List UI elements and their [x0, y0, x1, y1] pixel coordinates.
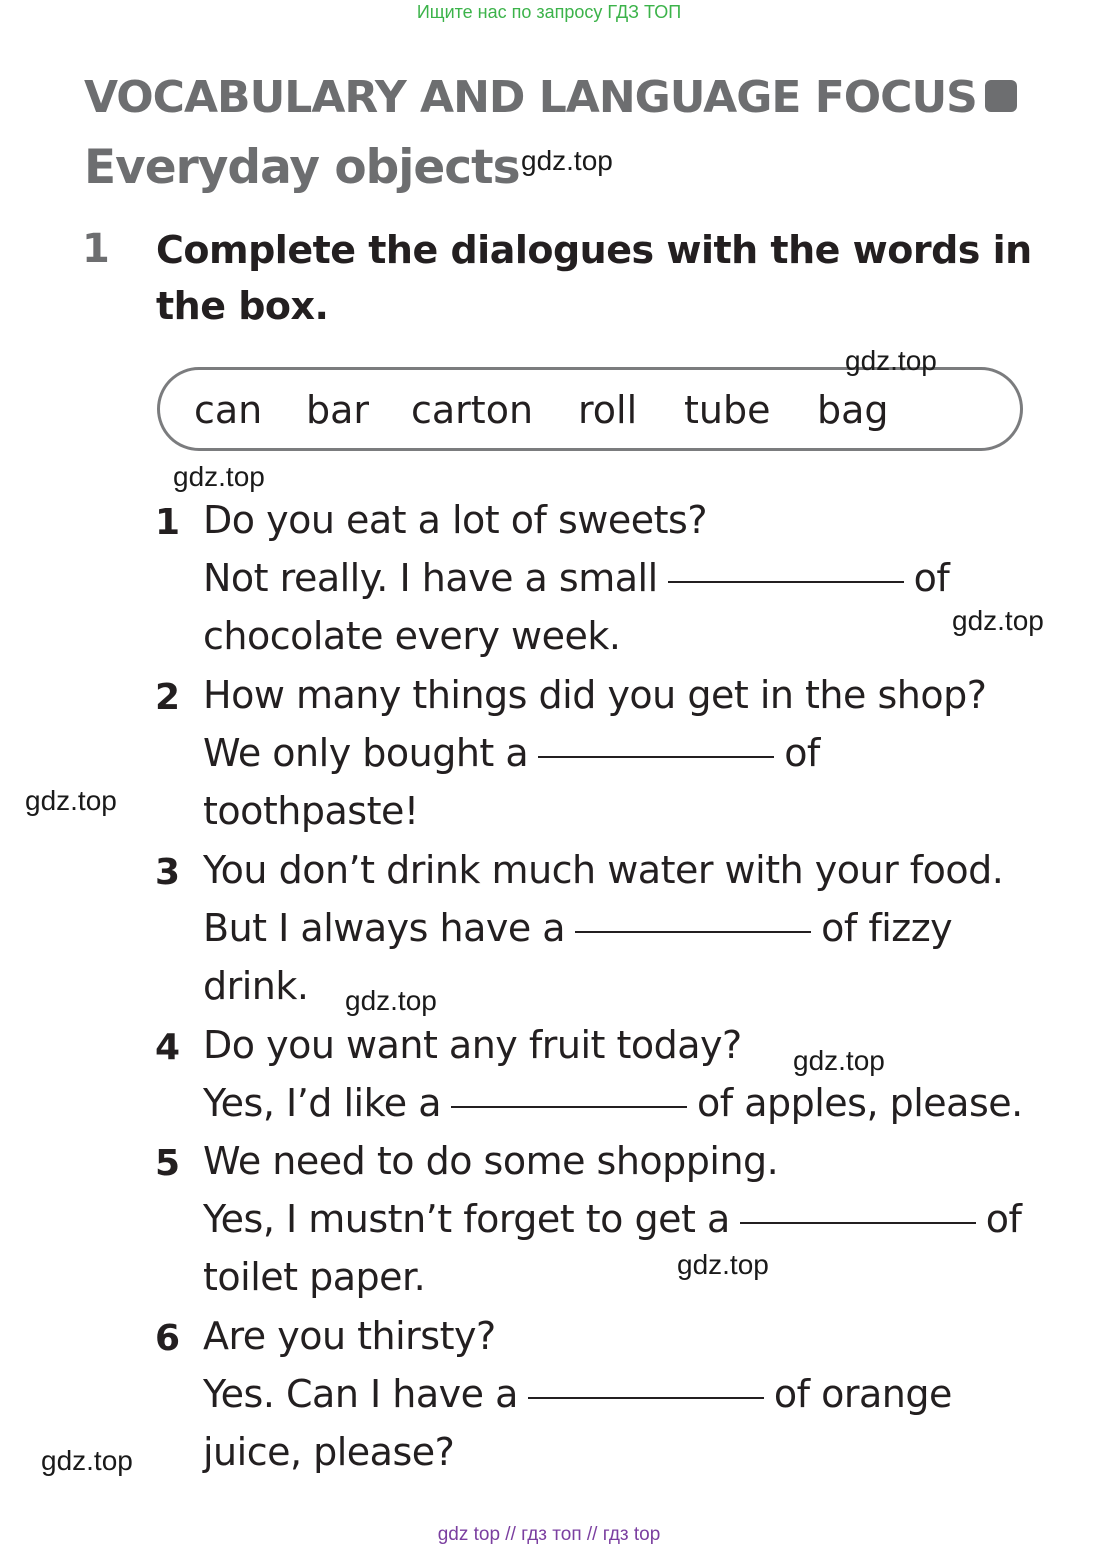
item-question: We need to do some shopping.	[203, 1139, 779, 1183]
watermark: gdz.top	[952, 605, 1044, 636]
answer-text: Yes, I’d like a	[203, 1081, 441, 1125]
watermark: gdz.top	[521, 145, 613, 176]
item-continuation: toothpaste!	[203, 789, 419, 833]
watermark: gdz.top	[25, 785, 117, 816]
instruction-line-2: the box.	[156, 284, 329, 328]
word-box-item: can	[194, 388, 263, 432]
item-question: How many things did you get in the shop?	[203, 673, 987, 717]
instruction-line-1: Complete the dialogues with the words in	[156, 228, 1032, 272]
exercise-number: 1	[82, 226, 110, 272]
item-continuation: toilet paper.	[203, 1255, 426, 1299]
answer-blank[interactable]	[528, 1397, 764, 1399]
item-number: 2	[155, 677, 181, 718]
answer-text: Not really. I have a small	[203, 556, 658, 600]
item-number: 3	[155, 852, 181, 893]
watermark: gdz.top	[345, 985, 437, 1016]
item-question: Do you want any fruit today?	[203, 1023, 742, 1067]
item-continuation: juice, please?	[203, 1430, 455, 1474]
top-banner: Ищите нас по запросу ГДЗ ТОП	[416, 2, 682, 22]
square-icon	[985, 80, 1017, 112]
item-number: 5	[155, 1143, 181, 1184]
answer-blank[interactable]	[668, 581, 904, 583]
section-title-text: VOCABULARY AND LANGUAGE FOCUS	[84, 72, 977, 123]
answer-text: of	[913, 556, 950, 600]
subtitle: Everyday objects	[84, 140, 520, 195]
item-continuation: drink.	[203, 964, 309, 1008]
answer-text: of	[784, 731, 820, 775]
answer-text: of apples, please.	[697, 1081, 1023, 1125]
answer-blank[interactable]	[575, 931, 811, 933]
item-question: Are you thirsty?	[203, 1314, 496, 1358]
watermark: gdz.top	[173, 461, 265, 492]
answer-text: We only bought a	[203, 731, 529, 775]
item-answer	[203, 556, 949, 600]
item-continuation: chocolate every week.	[203, 614, 621, 658]
word-box-item: bag	[817, 388, 889, 432]
answer-text: of fizzy	[821, 906, 953, 950]
watermark: gdz.top	[41, 1445, 133, 1476]
word-box-item: carton	[411, 388, 534, 432]
item-answer	[203, 1372, 952, 1416]
watermark: gdz.top	[793, 1045, 885, 1076]
word-box-item: roll	[578, 388, 638, 432]
answer-text: But I always have a	[203, 906, 566, 950]
item-number: 6	[155, 1318, 181, 1359]
item-answer	[203, 1197, 1021, 1241]
answer-blank[interactable]	[451, 1106, 687, 1108]
footer: gdz top // гдз топ // гдз top	[437, 1524, 661, 1545]
watermark: gdz.top	[845, 345, 937, 376]
answer-text: Yes, I mustn’t forget to get a	[203, 1197, 730, 1241]
item-answer	[203, 1081, 1023, 1125]
item-question: Do you eat a lot of sweets?	[203, 498, 707, 542]
word-box-item: tube	[684, 388, 771, 432]
answer-text: of	[985, 1197, 1022, 1241]
item-question: You don’t drink much water with your food.	[203, 848, 1004, 892]
section-title	[84, 72, 1017, 123]
word-box-item: bar	[306, 388, 370, 432]
item-answer	[203, 906, 952, 950]
answer-blank[interactable]	[740, 1222, 976, 1224]
item-number: 1	[155, 502, 181, 543]
item-answer	[203, 731, 820, 775]
answer-text: of orange	[773, 1372, 952, 1416]
answer-blank[interactable]	[538, 756, 774, 758]
item-number: 4	[155, 1027, 181, 1068]
answer-text: Yes. Can I have a	[203, 1372, 518, 1416]
watermark: gdz.top	[677, 1249, 769, 1280]
